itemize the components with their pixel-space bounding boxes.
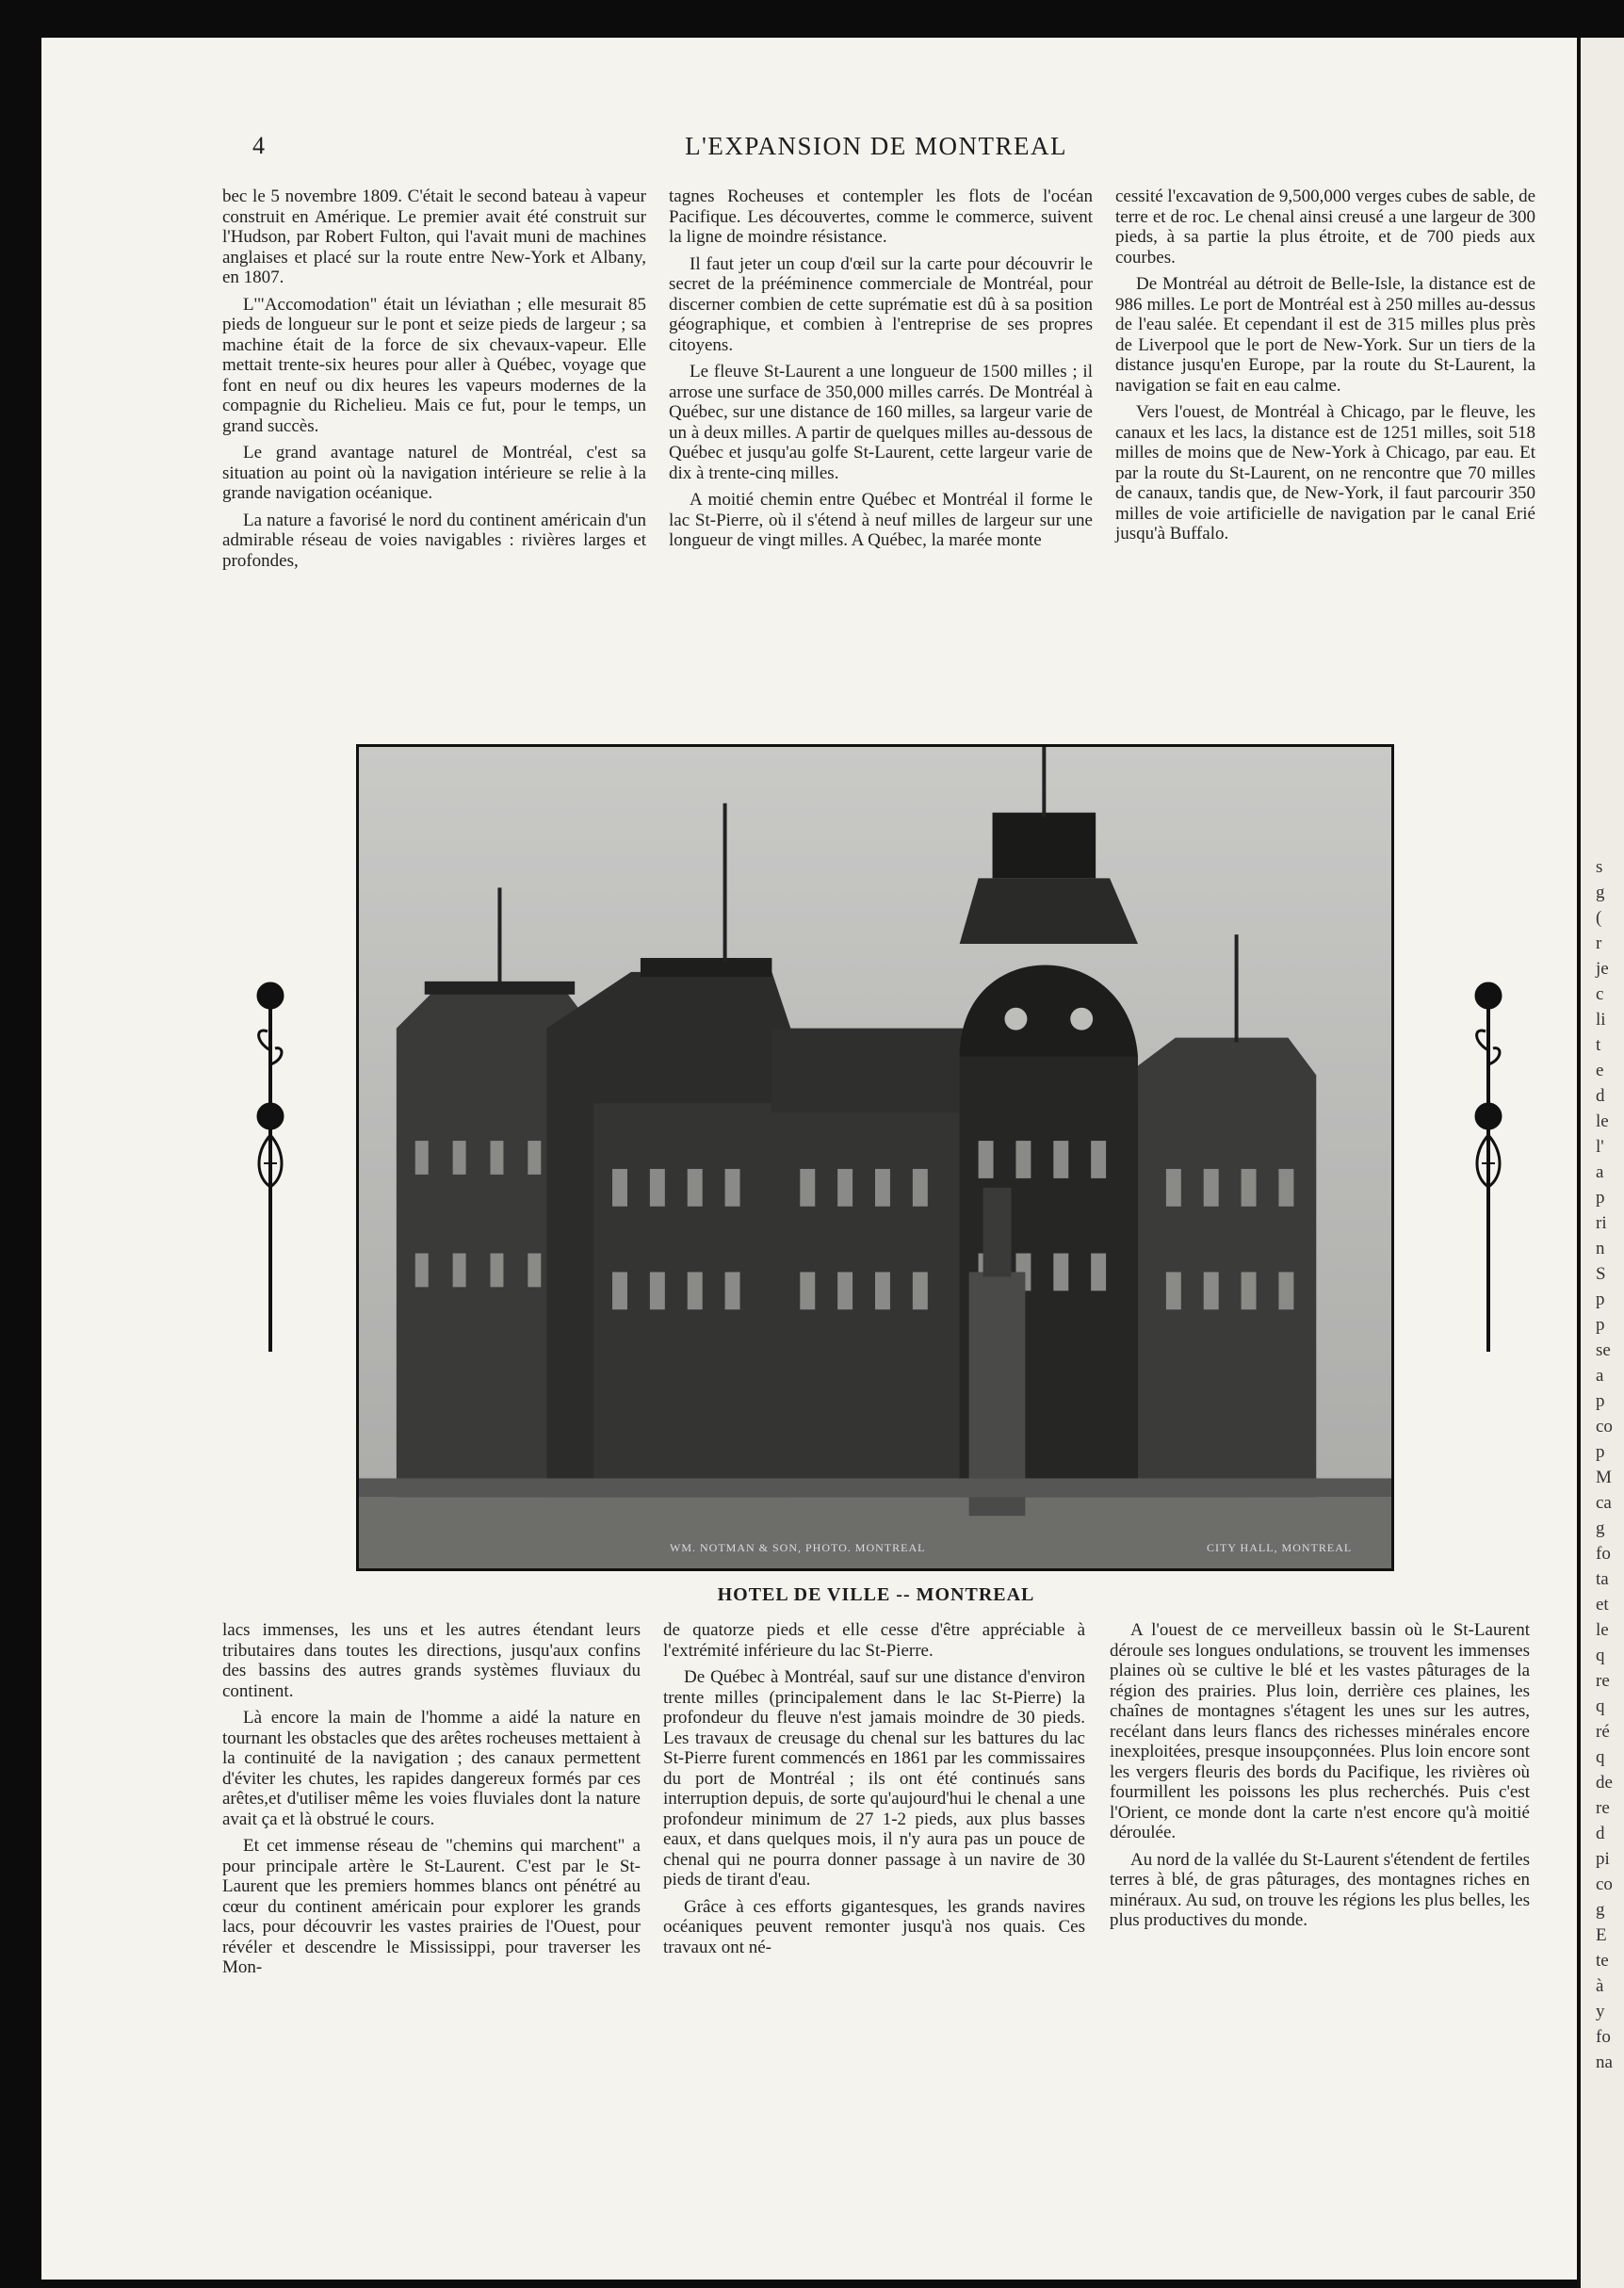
paragraph: Vers l'ouest, de Montréal à Chicago, par le fleuve, les canaux et les lacs, la distance est de 1251 milles, soit 518 milles de moins que de New-York à Chicago, par eau. Et par la route du St-Laurent, on ne rencontre que 70 milles de canaux, tandis que, de New-York, il faut parcourir 350 milles de voie artificielle de navigation par le canal Erié jusqu'à Buffalo. <box>1115 402 1535 544</box>
adjacent-page-fragment: pi <box>1596 1849 1610 1869</box>
article-column-bottom-1 <box>222 1620 641 1985</box>
adjacent-page-fragment: re <box>1596 1798 1610 1818</box>
paragraph: A moitié chemin entre Québec et Montréal il forme le lac St-Pierre, où il s'étend à neuf milles de largeur sur une longueur de vingt milles. A Québec, la marée monte <box>669 490 1093 550</box>
paragraph: Il faut jeter un coup d'œil sur la carte pour découvrir le secret de la prééminence commerciale de Montréal, pour discerner combien de cette suprématie est dû à sa position géographique, et combien à l'entreprise de ses propres citoyens. <box>669 253 1093 355</box>
paragraph: Grâce à ces efforts gigantesques, les grands navires océaniques peuvent remonter jusqu'à nos quais. Ces travaux ont né- <box>663 1896 1085 1957</box>
adjacent-page-fragment: p <box>1596 1290 1605 1309</box>
article-column-top-2 <box>669 187 1093 558</box>
photo-caption: HOTEL DE VILLE -- MONTREAL <box>717 1584 1035 1605</box>
adjacent-page-fragment: ri <box>1596 1213 1607 1233</box>
paragraph: Le grand avantage naturel de Montréal, c'est sa situation au point où la navigation intérieure se relie à la grande navigation océanique. <box>222 443 646 503</box>
adjacent-page-fragment: l' <box>1596 1137 1604 1157</box>
adjacent-page-fragment: p <box>1596 1442 1605 1462</box>
adjacent-page-fragment: n <box>1596 1239 1605 1258</box>
adjacent-page-fragment: se <box>1596 1340 1611 1360</box>
adjacent-page-fragment: y <box>1596 2002 1605 2021</box>
adjacent-page-fragment: g <box>1596 1900 1605 1920</box>
paragraph: L'"Accomodation" était un léviathan ; elle mesurait 85 pieds de longueur sur le pont et seize pieds de largeur ; sa machine était de la force de six chevaux-vapeur. Elle mettait trente-six heures pour aller à Québec, voyage que font en neuf ou dix heures les vapeurs modernes de la compagnie du Richelieu. Mais ce fut, pour le temps, un grand succès. <box>222 294 646 436</box>
adjacent-page-fragment: co <box>1596 1874 1613 1894</box>
adjacent-page-fragment: e <box>1596 1061 1604 1080</box>
adjacent-page-fragment: le <box>1596 1112 1609 1131</box>
adjacent-page-edge <box>1577 38 1624 2288</box>
adjacent-page-fragment: ré <box>1596 1722 1610 1742</box>
paragraph: Et cet immense réseau de "chemins qui marchent" a pour principale artère le St-Laurent. C'est par le St-Laurent que les premiers hommes blancs ont pénétré au cœur du continent américain pour explorer les grands lacs, pour découvrir les vastes prairies de l'Ouest, pour révéler et descendre le Mississippi, pour traverser les Mon- <box>222 1836 641 1977</box>
adjacent-page-fragment: d <box>1596 1086 1605 1106</box>
adjacent-page-fragment: fo <box>1596 2027 1611 2047</box>
adjacent-page-fragment: p <box>1596 1315 1605 1335</box>
adjacent-page-fragment: g <box>1596 1518 1605 1538</box>
photo-label: CITY HALL, MONTREAL <box>1207 1541 1353 1554</box>
paragraph: La nature a favorisé le nord du continent américain d'un admirable réseau de voies navigables : rivières larges et profondes, <box>222 510 646 571</box>
adjacent-page-fragment: fo <box>1596 1544 1611 1564</box>
paragraph: lacs immenses, les uns et les autres étendant leurs tributaires dans toutes les directions, jusqu'aux confins des bassins des autres grands systèmes fluviaux du continent. <box>222 1620 641 1701</box>
adjacent-page-fragment: li <box>1596 1010 1606 1030</box>
photo-credit: WM. NOTMAN & SON, PHOTO. MONTREAL <box>670 1541 926 1554</box>
adjacent-page-fragment: g <box>1596 883 1605 902</box>
paragraph: cessité l'excavation de 9,500,000 verges cubes de sable, de terre et de roc. Le chenal ainsi creusé a une largeur de 300 pieds, à sa partie la plus étroite, et de 700 pieds aux courbes. <box>1115 187 1535 268</box>
adjacent-page-fragment: q <box>1596 1747 1605 1767</box>
paragraph: Au nord de la vallée du St-Laurent s'étendent de fertiles terres à blé, de gras pâturages, des montagnes riches en minéraux. Au sud, on trouve les régions les plus belles, les plus productives du monde. <box>1110 1849 1530 1930</box>
paragraph: Le fleuve St-Laurent a une longueur de 1500 milles ; il arrose une surface de 350,000 milles carrés. De Montréal à Québec, sur une distance de 160 milles, sa largeur varie de un à deux milles. A partir de quelques milles au-dessous de Québec et jusqu'au golfe St-Laurent, cette largeur varie de dix à trente-cinq milles. <box>669 362 1093 483</box>
adjacent-page-fragment: r <box>1596 933 1602 953</box>
adjacent-page-fragment: je <box>1596 959 1609 979</box>
adjacent-page-fragment: S <box>1596 1264 1606 1284</box>
adjacent-page-fragment: p <box>1596 1188 1605 1208</box>
paragraph: De Montréal au détroit de Belle-Isle, la distance est de 986 milles. Le port de Montréal est à 250 milles au-dessus de l'eau salée. Et cependant il est de 315 milles plus près de Liverpool que le port de New-York. Sur un tiers de la distance jusqu'en Europe, par la route du St-Laurent, la navigation se fait en eau calme. <box>1115 274 1535 396</box>
adjacent-page-fragment: E <box>1596 1925 1607 1945</box>
adjacent-page-fragment: te <box>1596 1951 1609 1971</box>
adjacent-page-fragment: d <box>1596 1824 1605 1843</box>
adjacent-page-fragment: p <box>1596 1391 1605 1411</box>
adjacent-page-fragment: re <box>1596 1671 1610 1691</box>
paragraph: de quatorze pieds et elle cesse d'être appréciable à l'extrémité inférieure du lac St-Pierre. <box>663 1620 1085 1661</box>
adjacent-page-fragment: s <box>1596 857 1603 877</box>
adjacent-page-fragment: q <box>1596 1646 1605 1665</box>
adjacent-page-fragment: M <box>1596 1468 1612 1487</box>
adjacent-page-fragment: na <box>1596 2053 1613 2072</box>
adjacent-page-fragment: ta <box>1596 1569 1609 1589</box>
adjacent-page-fragment: ca <box>1596 1493 1612 1513</box>
city-hall-illustration <box>359 747 1391 1568</box>
adjacent-page-fragment: et <box>1596 1595 1609 1615</box>
adjacent-page-fragment: c <box>1596 984 1604 1004</box>
adjacent-page-fragment: t <box>1596 1035 1601 1055</box>
adjacent-page-fragment: a <box>1596 1162 1604 1182</box>
paragraph: A l'ouest de ce merveilleux bassin où le St-Laurent déroule ses longues ondulations, se trouvent les immenses plaines où se cultive le blé et les vastes pâturages de la région des prairies. Plus loin, derrière ces plaines, les chaînes de montagnes s'étagent les unes sur les autres, recélant dans leurs flancs des richesses minérales encore inexploitées, presque insoupçonnées. Plus loin encore sont les vergers fleuris des bords du Pacifique, les rivières où fourmillent les poissons les plus recherchés. Puis c'est l'Orient, ce monde dont la carte n'est encore qu'à moitié déroulée. <box>1110 1620 1530 1842</box>
paragraph: tagnes Rocheuses et contempler les flots de l'océan Pacifique. Les découvertes, comme le commerce, suivent la ligne de moindre résistance. <box>669 187 1093 247</box>
city-hall-photograph <box>356 744 1394 1571</box>
adjacent-page-fragment: à <box>1596 1976 1604 1996</box>
article-column-top-3 <box>1115 187 1535 551</box>
article-column-bottom-2 <box>663 1620 1085 1964</box>
adjacent-page-fragment: de <box>1596 1773 1613 1793</box>
floral-ornament-left <box>247 975 294 1352</box>
adjacent-page-fragment: le <box>1596 1620 1609 1640</box>
paragraph: Là encore la main de l'homme a aidé la nature en tournant les obstacles que des arêtes rocheuses mettaient à la continuité de la navigation ; des canaux permettent d'éviter les chutes, les rapides dangereux formés par ces arêtes,et d'utiliser même les voies fluviales dont la nature avait ça et là obstrué le cours. <box>222 1708 641 1829</box>
adjacent-page-fragment: ( <box>1596 908 1602 928</box>
adjacent-page-fragment: co <box>1596 1417 1613 1436</box>
running-header: L'EXPANSION DE MONTREAL <box>685 132 1067 160</box>
article-column-top-1 <box>222 187 646 577</box>
page-number: 4 <box>252 132 265 159</box>
article-column-bottom-3 <box>1110 1620 1530 1938</box>
paragraph: De Québec à Montréal, sauf sur une distance d'environ trente milles (principalement dans le lac St-Pierre) la profondeur du fleuve n'est jamais moindre de 30 pieds. Les travaux de creusage du chenal sur les battures du lac St-Pierre furent commencés en 1861 par les commissaires du port de Montréal ; ils ont été continués sans interruption depuis, de sorte qu'aujourd'hui le chenal a une profondeur minimum de 27 1-2 pieds, aux plus basses eaux, et dans quelques mois, il n'y aura pas un pouce de chenal qui ne pourra donner passage à un navire de 30 pieds de tirant d'eau. <box>663 1667 1085 1890</box>
paragraph: bec le 5 novembre 1809. C'était le second bateau à vapeur construit en Amérique. Le premier avait été construit sur l'Hudson, par Robert Fulton, qui l'avait muni de machines anglaises et placé sur la route entre New-York et Albany, en 1807. <box>222 187 646 287</box>
floral-ornament-right <box>1465 975 1512 1352</box>
adjacent-page-fragment: a <box>1596 1366 1604 1386</box>
adjacent-page-fragment: q <box>1596 1696 1605 1716</box>
